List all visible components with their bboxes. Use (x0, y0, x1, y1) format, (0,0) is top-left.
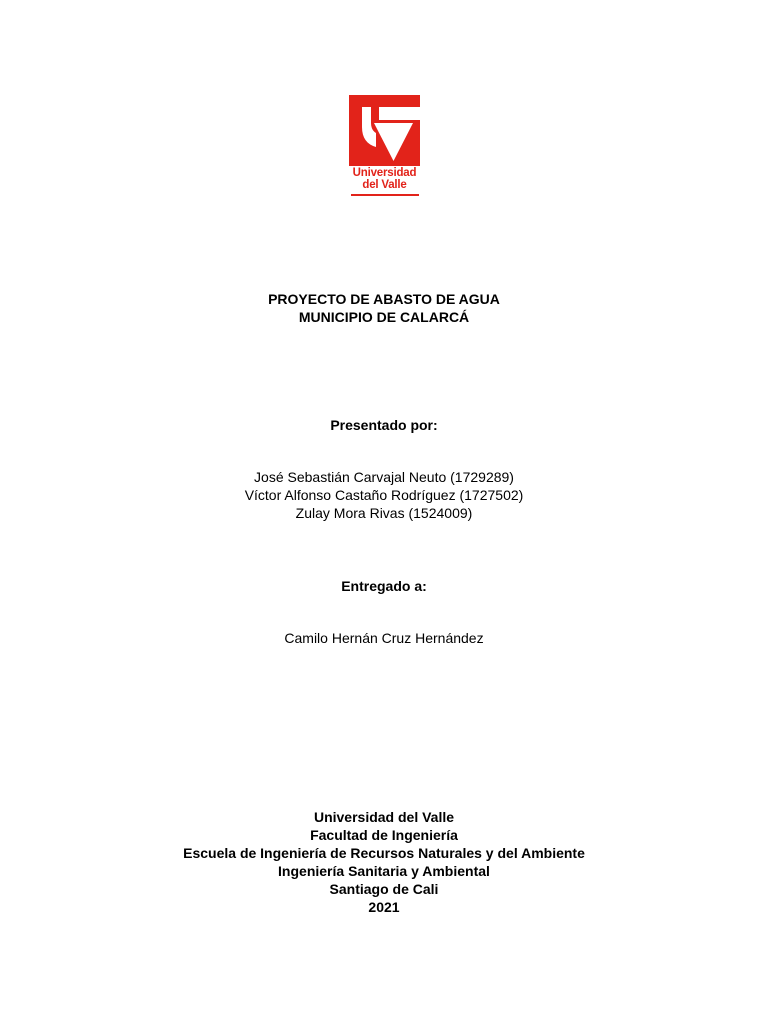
recipient-name: Camilo Hernán Cruz Hernández (284, 630, 484, 646)
document-title (0, 290, 768, 326)
institution-line: Ingeniería Sanitaria y Ambiental (278, 863, 490, 879)
author-name: Zulay Mora Rivas (1524009) (295, 505, 473, 521)
institution-line: 2021 (368, 899, 400, 915)
presented-by-label: Presentado por: (330, 417, 438, 433)
university-logo-text (349, 167, 420, 191)
title-line-1: PROYECTO DE ABASTO DE AGUA (268, 291, 500, 307)
university-logo-mark (349, 95, 420, 166)
title-line-2: MUNICIPIO DE CALARCÁ (298, 309, 470, 325)
institution-line: Facultad de Ingeniería (310, 827, 458, 843)
institution-line: Escuela de Ingeniería de Recursos Naturales y del Ambiente (183, 845, 585, 861)
logo-line-2: del Valle (362, 179, 407, 191)
delivered-to-label: Entregado a: (341, 578, 427, 594)
logo-underline (351, 194, 419, 196)
institution-info (0, 808, 768, 916)
university-logo (349, 95, 420, 199)
logo-line-1: Universidad (352, 167, 417, 179)
institution-line: Santiago de Cali (329, 881, 439, 897)
author-name: José Sebastián Carvajal Neuto (1729289) (254, 469, 514, 485)
author-list (0, 468, 768, 522)
author-name: Víctor Alfonso Castaño Rodríguez (1727502) (244, 487, 524, 503)
institution-line: Universidad del Valle (313, 809, 455, 825)
